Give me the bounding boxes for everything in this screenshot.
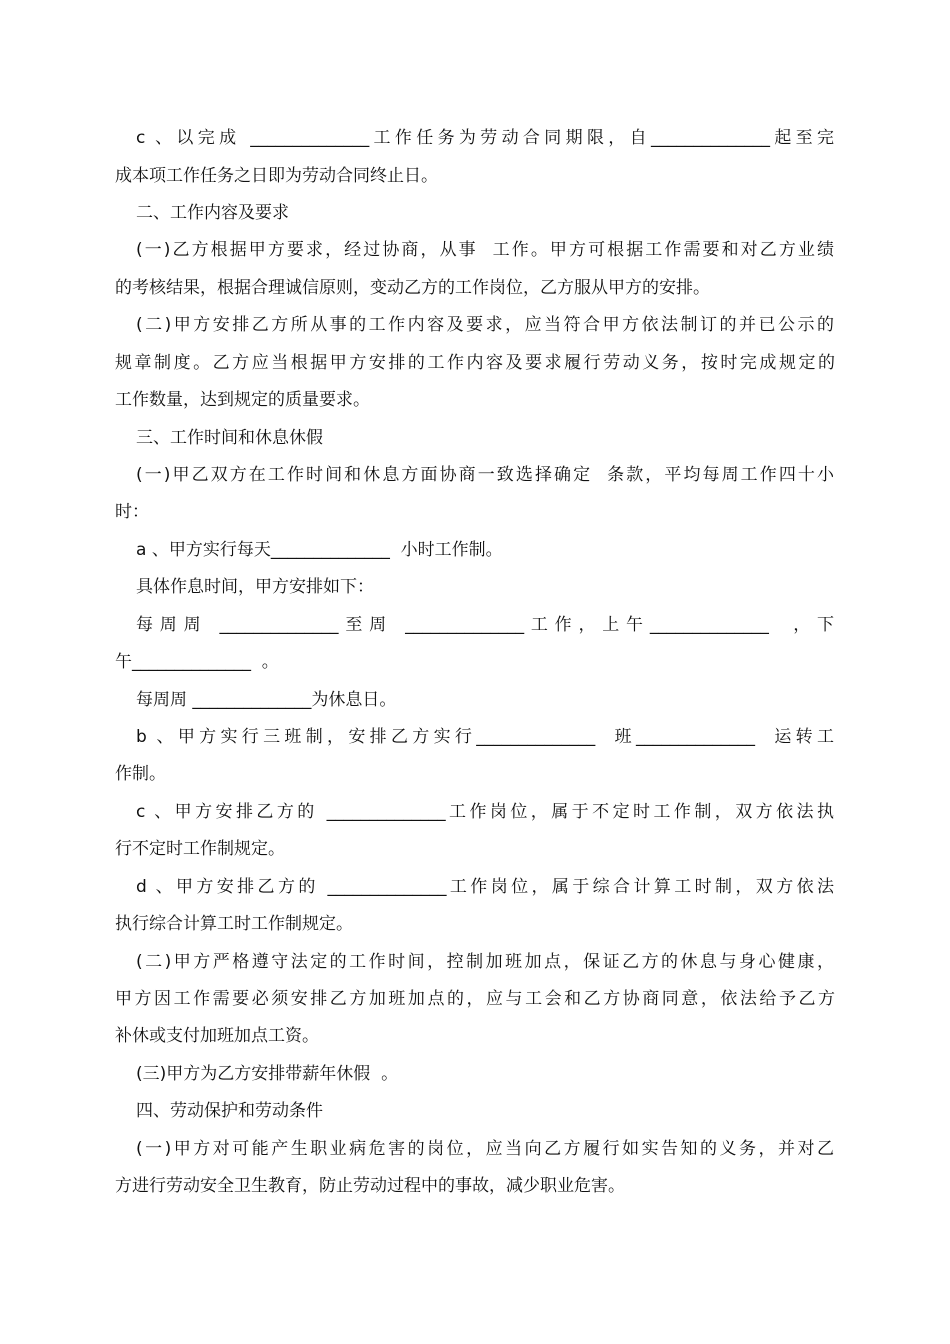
- option-d-line-2: 执行综合计算工时工作制规定。: [115, 914, 353, 934]
- schedule-workdays-line-2: 午______________ 。: [115, 652, 279, 672]
- option-b-line-2: 作制。: [115, 764, 166, 784]
- clause-c-term-line-1: c 、以完成 ______________工作任务为劳动合同期限，自______________起至完: [136, 128, 834, 148]
- section-4-item-1-line-2: 方进行劳动安全卫生教育，防止劳动过程中的事故，减少职业危害。: [115, 1176, 625, 1196]
- schedule-intro-line: 具体作息时间，甲方安排如下：: [136, 577, 374, 597]
- section-2-heading: 二、工作内容及要求: [136, 203, 289, 223]
- section-2-item-2-line-2: 规章制度。乙方应当根据甲方安排的工作内容及要求履行劳动义务，按时完成规定的: [115, 353, 835, 373]
- section-4-item-1-line-1: (一)甲方对可能产生职业病危害的岗位，应当向乙方履行如实告知的义务，并对乙: [136, 1139, 834, 1159]
- option-c-line-1: c 、甲方安排乙方的 ______________工作岗位，属于不定时工作制，双方依法执: [136, 802, 834, 822]
- section-3-item-2-line-1: (二)甲方严格遵守法定的工作时间，控制加班加点，保证乙方的休息与身心健康，: [136, 952, 834, 972]
- option-d-line-1: d 、甲方安排乙方的 ______________工作岗位，属于综合计算工时制，双方依法: [136, 877, 834, 897]
- section-2-item-1-line-2: 的考核结果，根据合理诚信原则，变动乙方的工作岗位，乙方服从甲方的安排。: [115, 278, 710, 298]
- section-3-item-3-line: (三)甲方为乙方安排带薪年休假 。: [136, 1064, 399, 1084]
- clause-c-term-line-2: 成本项工作任务之日即为劳动合同终止日。: [115, 166, 438, 186]
- schedule-restday-line: 每周周 ______________为休息日。: [136, 690, 397, 710]
- schedule-workdays-line-1: 每周周 ______________至周 ______________工作，上午______________ ，下: [136, 615, 834, 635]
- section-2-item-2-line-3: 工作数量，达到规定的质量要求。: [115, 390, 370, 410]
- option-b-line-1: b 、甲方实行三班制，安排乙方实行______________ 班______________ 运转工: [136, 727, 834, 747]
- section-3-item-1-line-2: 时：: [115, 502, 149, 522]
- option-a-line: a 、甲方实行每天______________ 小时工作制。: [136, 540, 503, 560]
- section-3-item-1-line-1: (一)甲乙双方在工作时间和休息方面协商一致选择确定 条款，平均每周工作四十小: [136, 465, 834, 485]
- section-2-item-2-line-1: (二)甲方安排乙方所从事的工作内容及要求，应当符合甲方依法制订的并已公示的: [136, 315, 834, 335]
- section-2-item-1-line-1: (一)乙方根据甲方要求，经过协商，从事 工作。甲方可根据工作需要和对乙方业绩: [136, 240, 834, 260]
- section-3-item-2-line-2: 甲方因工作需要必须安排乙方加班加点的，应与工会和乙方协商同意，依法给予乙方: [115, 989, 835, 1009]
- section-3-heading: 三、工作时间和休息休假: [136, 428, 323, 448]
- option-c-line-2: 行不定时工作制规定。: [115, 839, 285, 859]
- section-4-heading: 四、劳动保护和劳动条件: [136, 1101, 323, 1121]
- section-3-item-2-line-3: 补休或支付加班加点工资。: [115, 1026, 319, 1046]
